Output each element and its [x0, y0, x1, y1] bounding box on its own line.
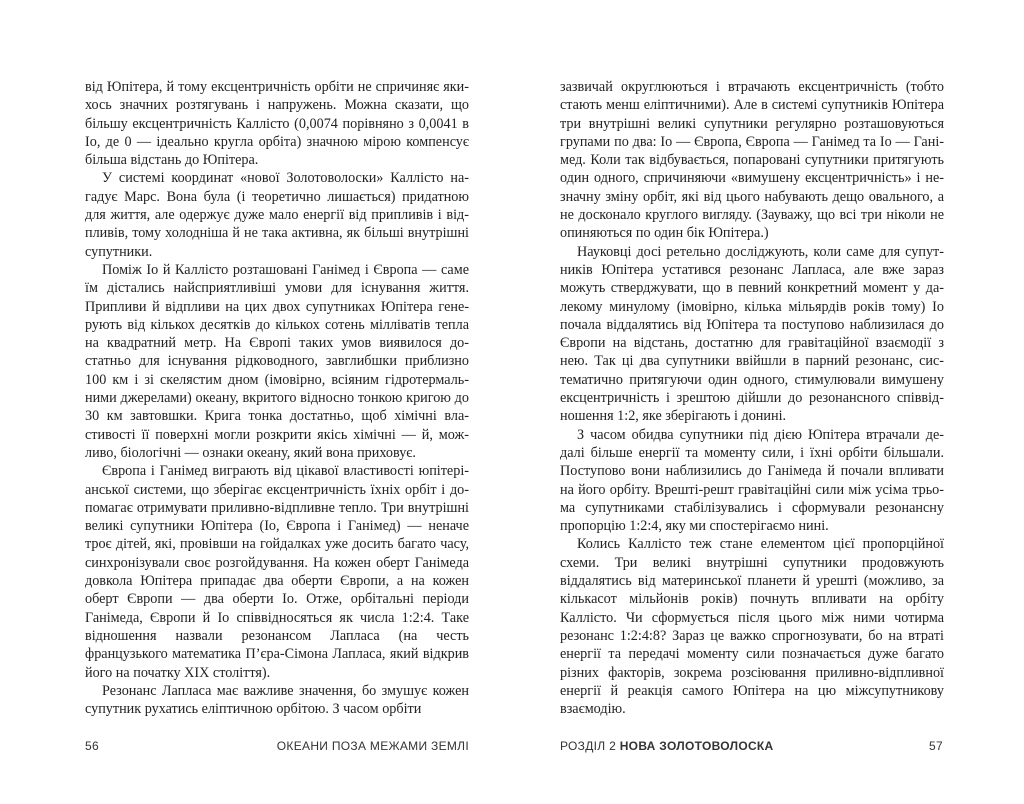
chapter-title: НОВА ЗОЛОТОВОЛОСКА [619, 739, 774, 753]
left-paragraph-2: У системі координат «нової Золотоволоски» Каллісто нагадує Марс. Вона була (і теоретично лишається) придатною для життя, але одержує дуже мало енергії від припливів і відпливів, тому холодніша й не така активна, як більші внутрішні супутники. [85, 170, 469, 260]
left-paragraph-5: Резонанс Лапласа має важливе значення, бо змушує кожен супутник рухатись еліптичною орбітою. З часом орбіти [85, 682, 469, 718]
right-paragraph-4: Колись Каллісто теж стане елементом цієї пропорційної схеми. Три великі внутрішні супутники продовжують віддалятись від материнської планети й урешті (можливо, за кількасот мільйонів років) почнуть впливати на орбіту Каллісто. Чи сформується після цього між ними чотирма резонанс 1:2:4:8? Зараз це важко спрогнозувати, бо на втраті енергії та передачі моменту сили позначається дуже багато різних факторів, зокрема розсіювання приливно-відпливної енергії й реакція самого Юпітера на цю міжсупутникову взаємодію. [560, 536, 944, 718]
chapter-label: РОЗДІЛ 2 [560, 739, 617, 753]
right-page-number: 57 [929, 739, 943, 753]
right-paragraph-1: зазвичай округлюються і втрачають ексцентричність (тобто стають менш еліптичними). Але в системі супутників Юпітера три внутрішні великі супутники регулярно розташовуються групами по два: Іо — Європа, Європа — Ганімед та Іо — Ганімед. Коли так відбувається, попаровані супутники притягують один одного, спричиняючи «вимушену ексцентричність» і незначну зміну орбіт, які від цього набувають дещо овального, а не досконало круглого вигляду. (Зауважу, що всі три ніколи не опиняються по один бік Юпітера.) [560, 79, 944, 242]
left-paragraph-3: Поміж Іо й Каллісто розташовані Ганімед і Європа — саме їм дістались найсприятливіші умови для існування життя. Припливи й відпливи на цих двох супутниках Юпітера генерують від кількох десятків до кількох сотень мілліватів тепла на квадратний метр. На Європі таких умов виявилося достатньо для існування рідководного, завглибшки приблизно 100 км і зі скелястим дном (імовірно, всіяним гідротермальними джерелами) океану, вкритого відносно тонкою кригою до 30 км завтовшки. Крига тонка достатньо, щоб хімічні властивості її поверхні могли розкрити якісь хімічні — й, можливо, біологічні — ознаки океану, який вона приховує. [85, 261, 469, 461]
left-page [85, 78, 469, 728]
right-paragraph-3: З часом обидва супутники під дією Юпітера втрачали дедалі більше енергії та моменту сили, і їхні орбіти більшали. Поступово вони наблизились до Ганімеда й почали впливати на його орбіту. Врешті-решт гравітаційні сили між усіма трьома супутниками стабілізувались і сформували резонансну пропорцію 1:2:4, яку ми спостерігаємо нині. [560, 426, 944, 535]
right-paragraph-2: Науковці досі ретельно досліджують, коли саме для супутників Юпітера устатився резонанс Лапласа, але вже зараз можуть стверджувати, що в певний конкретний момент у далекому минулому (імовірно, кілька мільярдів років тому) Іо почала віддалятись від Юпітера та поступово наблизилася до Європи на відстань, достатню для гравітаційної взаємодії з нею. Так ці два супутники ввійшли в парний резонанс, систематично притягуючи один одного, стимулювали вимушену ексцентричність і зрештою дійшли до резонансного співвідношення 1:2, яке зберігають і донині. [560, 243, 944, 425]
right-page [560, 78, 944, 728]
left-running-title: ОКЕАНИ ПОЗА МЕЖАМИ ЗЕМЛІ [276, 739, 469, 753]
left-page-number: 56 [85, 739, 99, 753]
left-paragraph-4: Європа і Ганімед виграють від цікавої властивості юпітеріанської системи, що зберігає ексцентричність їхніх орбіт і допомагає отримувати приливно-відпливне тепло. Три внутрішні великі супутники Юпітера (Іо, Європа і Ганімед) — неначе троє дітей, які, провівши на гойдалках уже досить багато часу, синхронізували своє розгойдування. На кожен оберт Ганімеда довкола Юпітера припадає два оберти Європи, а на кожен оберт Європи — два оберти Іо. Отже, орбітальні періоди Ганімеда, Європи й Іо співвідносяться як числа 1:2:4. Таке відношення назвали резонансом Лапласа (на честь французького математика П’єра-Сімона Лапласа, який відкрив його на початку XIX століття). [85, 463, 469, 681]
right-running-header [560, 739, 774, 757]
left-paragraph-1: від Юпітера, й тому ексцентричність орбіти не спричиняє якихось значних розтягувань і напружень. Можна сказати, що більшу ексцентричність Калліcто (0,0074 порівняно з 0,0041 в Іо, де 0 — ідеально кругла орбіта) значною мірою компенсує більша відстань до Юпітера. [85, 79, 469, 169]
